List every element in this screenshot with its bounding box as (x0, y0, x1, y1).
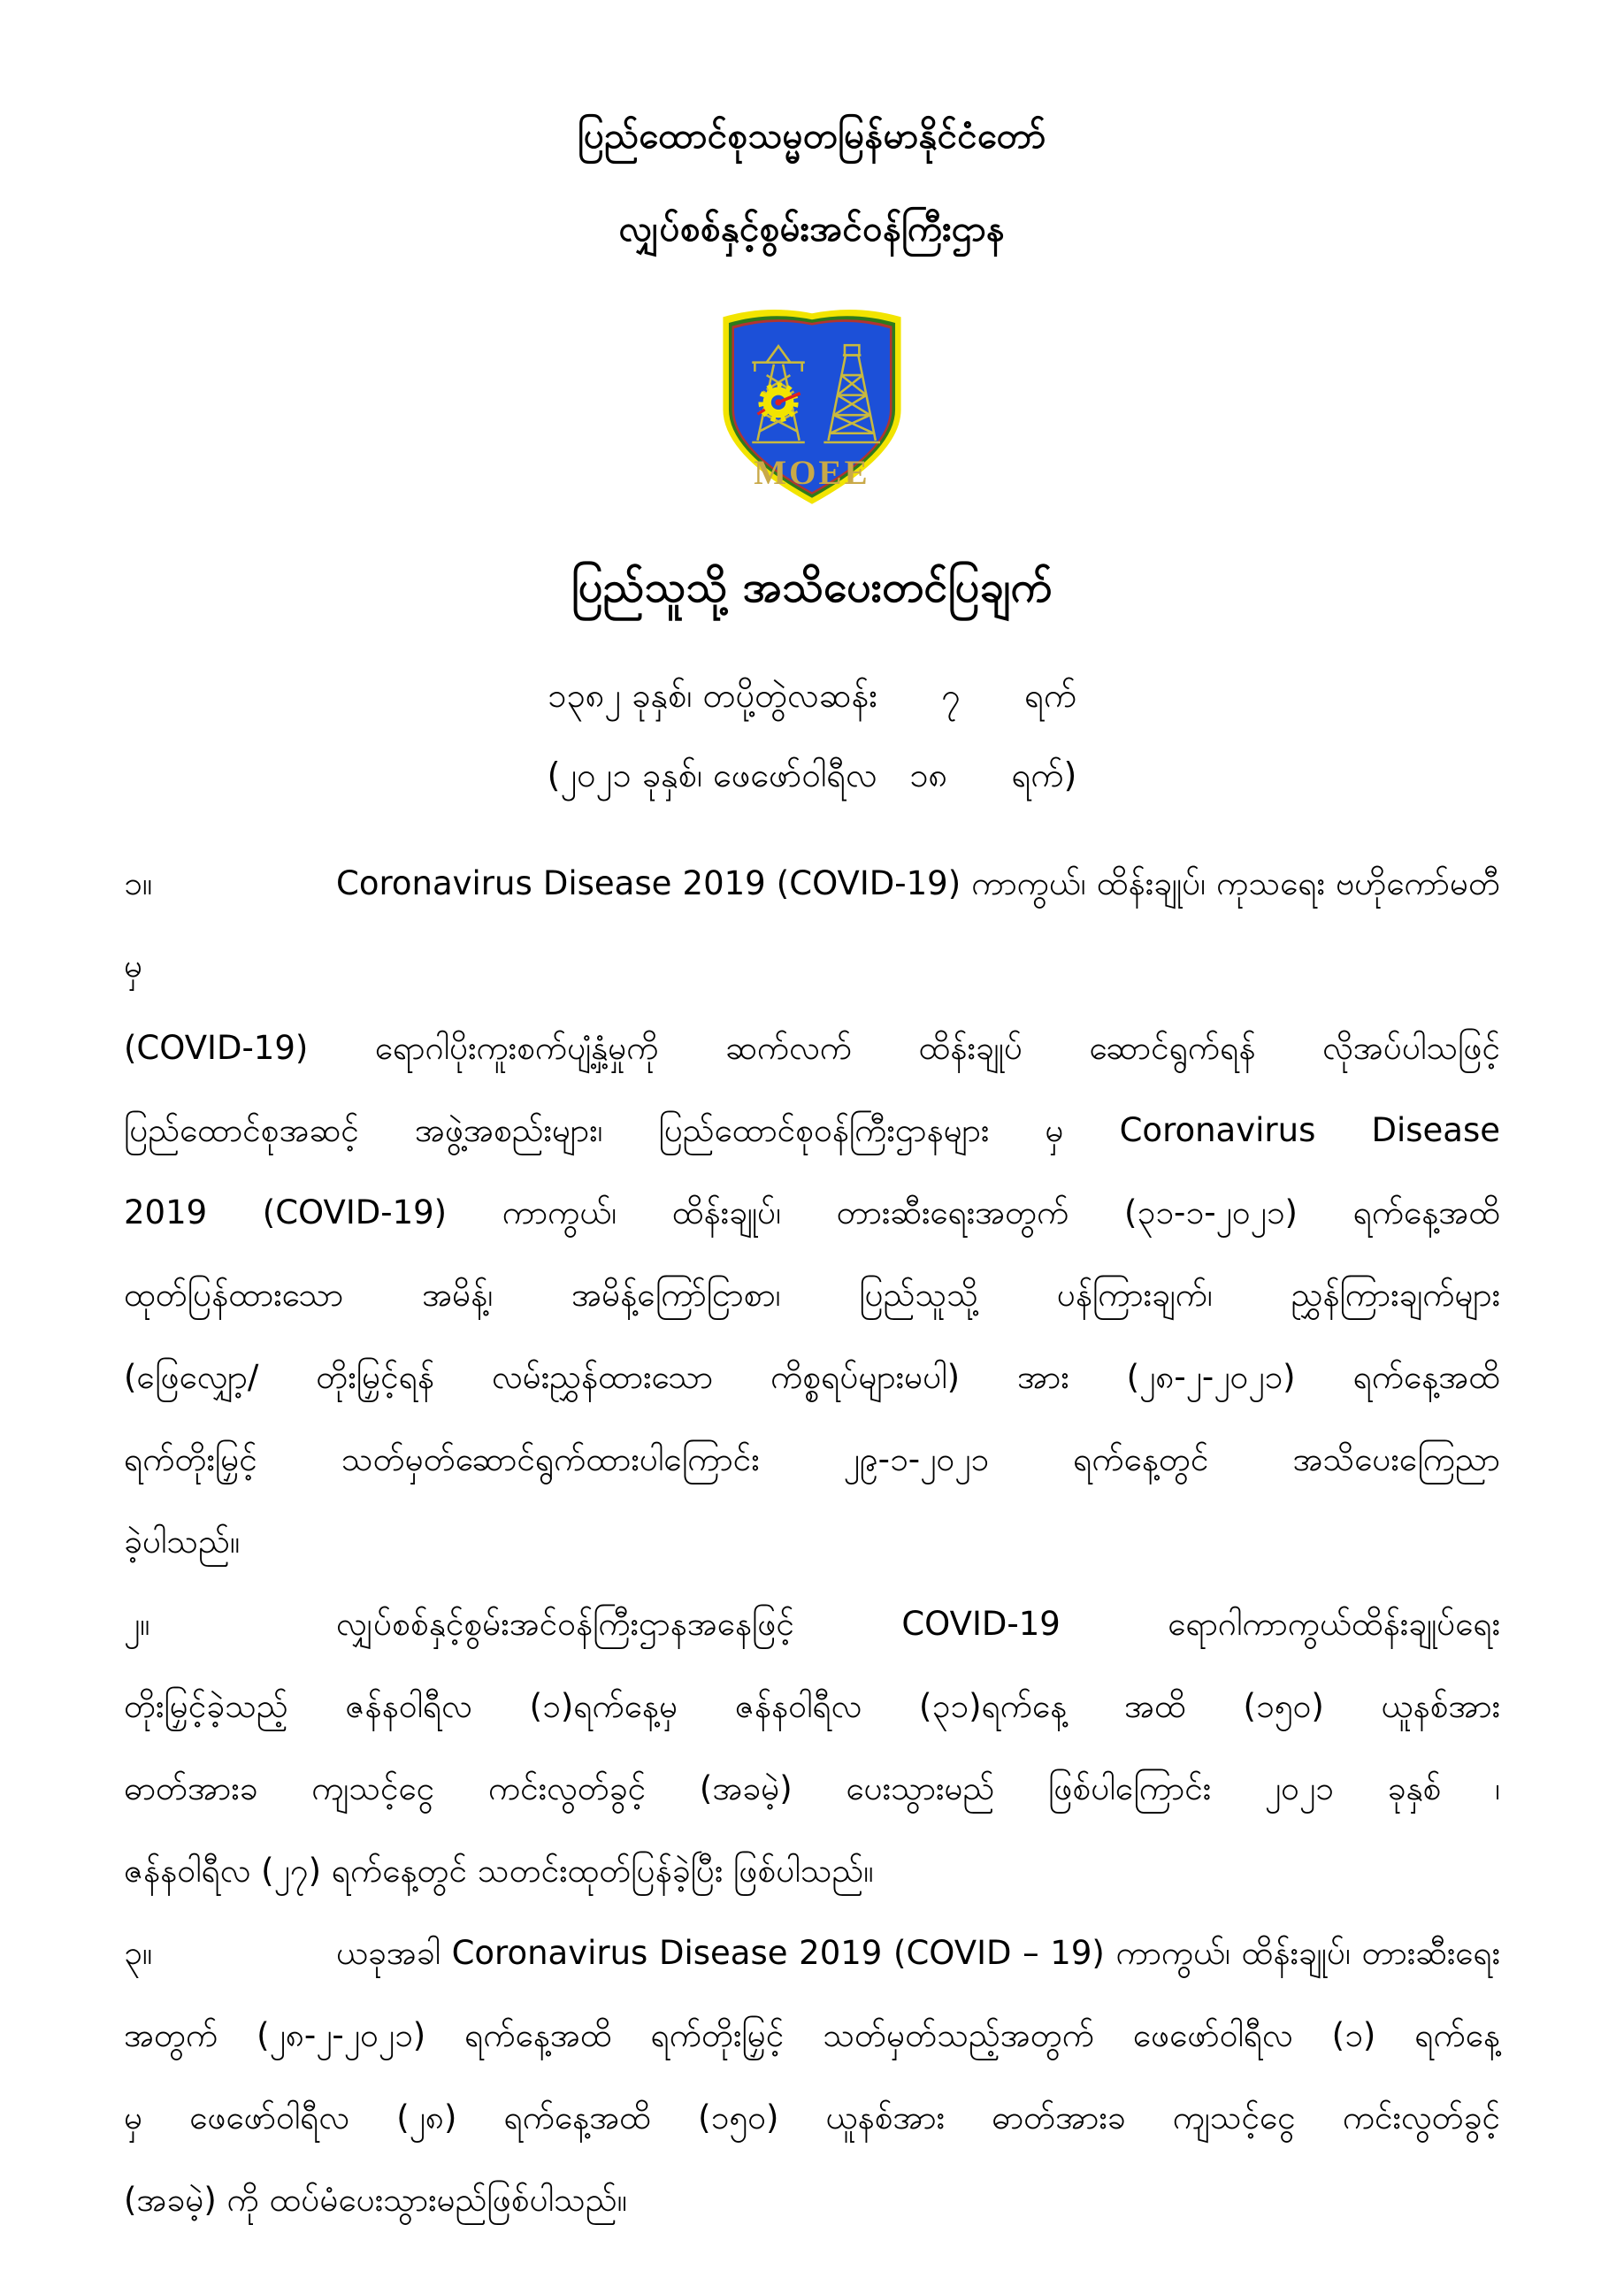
document-body (124, 842, 1500, 2241)
body-line: မှ ဖေဖော်ဝါရီလ (၂၈) ရက်နေ့အထိ (၁၅၀) ယူနစ်အား ဓာတ်အားခ ကျသင့်ငွေ ကင်းလွတ်ခွင့် (124, 2098, 1500, 2136)
ministry-name: လျှပ်စစ်နှင့်စွမ်းအင်ဝန်ကြီးဌာန (618, 209, 1006, 249)
paragraph-number: ၂။ (124, 1605, 150, 1643)
body-line: ဓာတ်အားခ ကျသင့်ငွေ ကင်းလွတ်ခွင့် (အခမဲ့) ပေးသွားမည် ဖြစ်ပါကြောင်း ၂၀၂၁ ခုနှစ် ၊ (124, 1769, 1500, 1807)
moee-logo (124, 304, 1500, 511)
body-line: ၁။ Coronavirus Disease 2019 (COVID-19) ကာကွယ်၊ ထိန်းချုပ်၊ ကုသရေး ဗဟိုကော်မတီမှ (124, 842, 1500, 1007)
country-name: ပြည်ထောင်စုသမ္မတမြန်မာနိုင်ငံတော် (578, 116, 1046, 157)
body-line: (ဖြေလျှော့/ တိုးမြှင့်ရန် လမ်းညွှန်ထားသော ကိစ္စရပ်များမပါ) အား (၂၈-၂-၂၀၂၁) ရက်နေ့အထိ (124, 1358, 1500, 1396)
body-line: ခဲ့ပါသည်။ (124, 1523, 241, 1561)
body-line: 2019 (COVID-19) ကာကွယ်၊ ထိန်းချုပ်၊ တားဆီးရေးအတွက် (၃၁-၁-၂၀၂၁) ရက်နေ့အထိ (124, 1193, 1500, 1231)
body-line: (အခမဲ့) ကို ထပ်မံပေးသွားမည်ဖြစ်ပါသည်။ (124, 2181, 627, 2219)
body-line: ၂။ လျှပ်စစ်နှင့်စွမ်းအင်ဝန်ကြီးဌာနအနေဖြင့် COVID-19 ရောဂါကာကွယ်ထိန်းချုပ်ရေး (124, 1583, 1500, 1665)
body-line: ပြည်ထောင်စုအဆင့် အဖွဲ့အစည်းများ၊ ပြည်ထောင်စုဝန်ကြီးဌာနများ မှ Coronavirus Disease (124, 1111, 1500, 1149)
paragraph-number: ၃။ (124, 1934, 153, 1972)
gregorian-calendar-date: (၂၀၂၁ ခုနှစ်၊ ဖေဖော်ဝါရီလ ၁၈ ရက်) (547, 756, 1077, 794)
body-line: ၃။ ယခုအခါ Coronavirus Disease 2019 (COVID – 19) ကာကွယ်၊ ထိန်းချုပ်၊ တားဆီးရေး (124, 1912, 1500, 1994)
body-line: (COVID-19) ရောဂါပိုးကူးစက်ပျံ့နှံ့မှုကို ဆက်လက် ထိန်းချုပ် ဆောင်ရွက်ရန် လိုအပ်ပါသဖြင့် (124, 1029, 1500, 1067)
ministry-shield-icon (711, 304, 913, 511)
body-line: တိုးမြှင့်ခဲ့သည့် ဇန်နဝါရီလ (၁)ရက်နေ့မှ ဇန်နဝါရီလ (၃၁)ရက်နေ့ အထိ (၁၅၀) ယူနစ်အား (124, 1687, 1500, 1725)
logo-acronym: MOEE (754, 454, 870, 493)
document-title: ပြည်သူသို့ အသိပေးတင်ပြချက် (571, 563, 1053, 612)
paragraph-number: ၁။ (124, 864, 153, 902)
body-line: ထုတ်ပြန်ထားသော အမိန့်၊ အမိန့်ကြော်ငြာစာ၊ ပြည်သူသို့ ပန်ကြားချက်၊ ညွှန်ကြားချက်များ (124, 1276, 1500, 1314)
myanmar-calendar-date: ၁၃၈၂ ခုနှစ်၊ တပို့တွဲလဆန်း ၇ ရက် (547, 676, 1077, 715)
body-line: အတွက် (၂၈-၂-၂၀၂၁) ရက်နေ့အထိ ရက်တိုးမြှင့် သတ်မှတ်သည့်အတွက် ဖေဖော်ဝါရီလ (၁) ရက်နေ့ (124, 2016, 1500, 2054)
body-line: ဇန်နဝါရီလ (၂၇) ရက်နေ့တွင် သတင်းထုတ်ပြန်ခဲ့ပြီး ဖြစ်ပါသည်။ (124, 1852, 874, 1890)
body-line: ရက်တိုးမြှင့် သတ်မှတ်ဆောင်ရွက်ထားပါကြောင်း ၂၉-၁-၂၀၂၁ ရက်နေ့တွင် အသိပေးကြေညာ (124, 1440, 1500, 1478)
